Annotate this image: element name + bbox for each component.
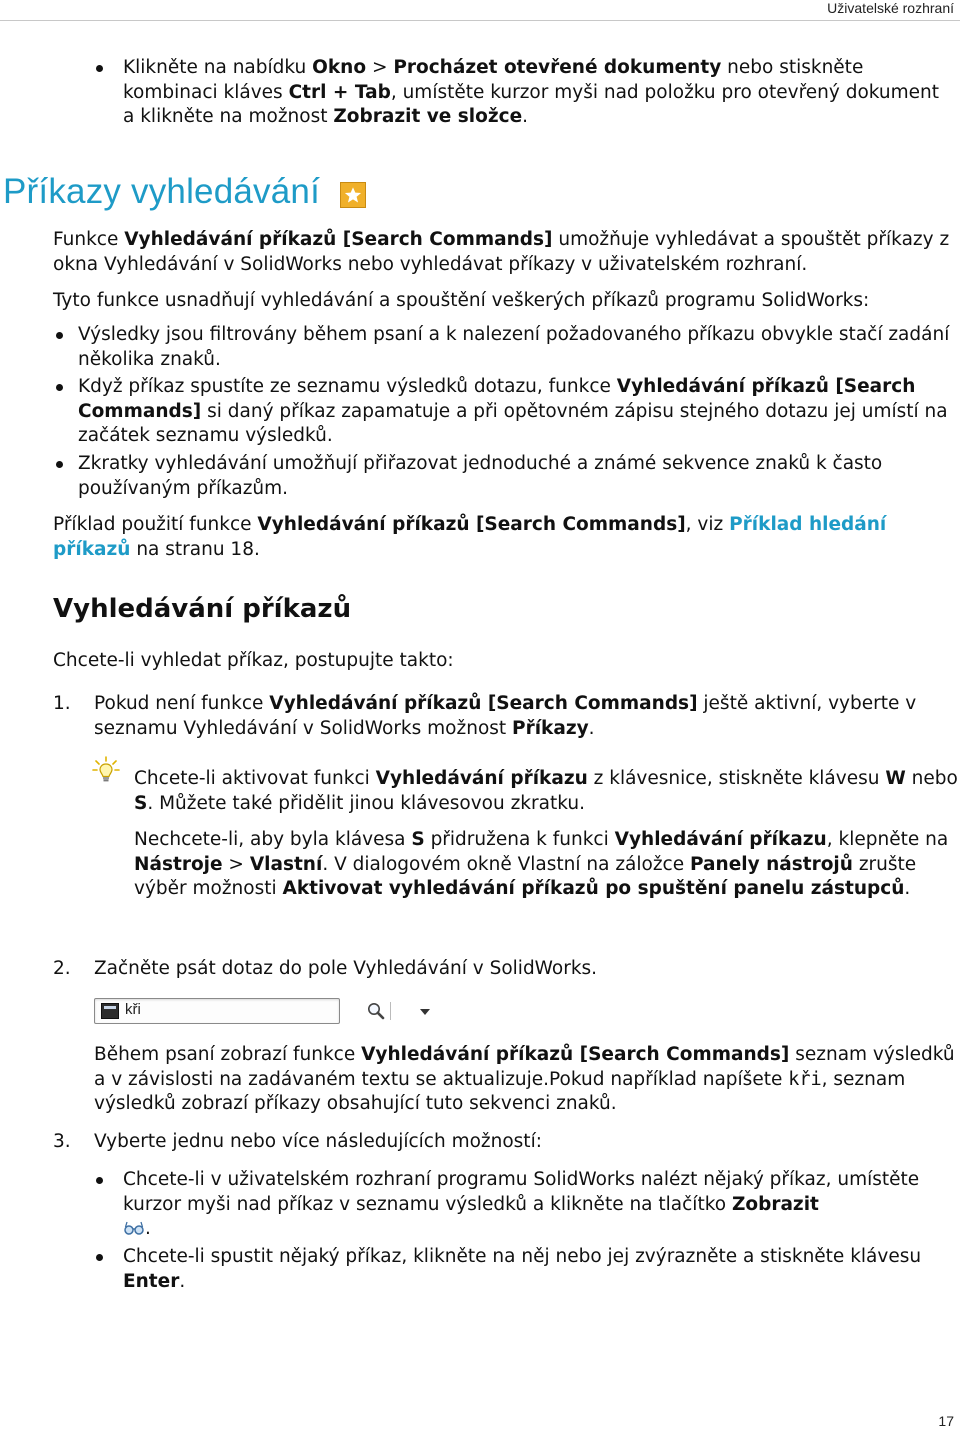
search-divider xyxy=(390,1002,391,1020)
feature-bullet-1: Výsledky jsou filtrovány během psaní a k nalezení požadovaného příkazu obvykle stačí zadání několika znaků. xyxy=(78,324,950,370)
example-paragraph: Příklad použití funkce Vyhledávání příkazů [Search Commands], viz Příklad hledání příkazů na stranu 18. xyxy=(53,514,887,560)
header-rule xyxy=(0,20,960,21)
step-number: 3. xyxy=(53,1131,71,1152)
tip-text-1: Chcete-li aktivovat funkci Vyhledávání příkazu z klávesnice, stiskněte klávesu W nebo S. Můžete také přidělit jinou klávesovou zkratku. xyxy=(134,768,958,814)
option-bullet-1: Chcete-li v uživatelském rozhraní programu SolidWorks nalézt nějaký příkaz, umístěte kurzor myši nad příkaz v seznamu výsledků a klikněte na tlačítko Zobrazit . xyxy=(123,1168,960,1245)
subsection-title: Vyhledávání příkazů xyxy=(53,594,352,624)
search-icon[interactable] xyxy=(366,1002,386,1024)
step-1-text: Pokud není funkce Vyhledávání příkazů [Search Commands] ještě aktivní, vyberte v seznamu Vyhledávání v SolidWorks možnost Příkazy. xyxy=(94,693,917,739)
section-title: Příkazy vyhledávání xyxy=(3,172,321,211)
lightbulb-icon xyxy=(92,756,124,788)
search-box[interactable] xyxy=(94,998,340,1024)
bullet-dot xyxy=(96,1254,103,1261)
step-number: 2. xyxy=(53,958,71,979)
feature-bullet-3: Zkratky vyhledávání umožňují přiřazovat jednoduché a známé sekvence znaků k často používaným příkazům. xyxy=(78,453,883,499)
top-bullet-text: Klikněte na nabídku Okno > Procházet otevřené dokumenty nebo stiskněte kombinaci kláves Ctrl + Tab, umístěte kurzor myši nad položku pro otevřený dokument a klikněte na možnost Zobrazit ve složce. xyxy=(123,57,940,127)
subsection-lead: Chcete-li vyhledat příkaz, postupujte takto: xyxy=(53,650,454,671)
page-number: 17 xyxy=(938,1413,954,1429)
bullet-dot xyxy=(96,1177,103,1184)
bullet-dot xyxy=(56,332,63,339)
step-2-text: Začněte psát dotaz do pole Vyhledávání v SolidWorks. xyxy=(94,958,598,979)
step-number: 1. xyxy=(53,693,71,714)
bullet-dot xyxy=(96,65,103,72)
star-icon xyxy=(340,182,366,208)
tip-text-2: Nechcete-li, aby byla klávesa S přidružena k funkci Vyhledávání příkazu, klepněte na Nástroje > Vlastní. V dialogovém okně Vlastní na záložce Panely nástrojů zrušte výběr možnosti Aktivovat vyhledávání příkazů po spuštění panelu zástupců. xyxy=(134,829,949,899)
feature-bullet-2: Když příkaz spustíte ze seznamu výsledků dotazu, funkce Vyhledávání příkazů [Search Commands] si daný příkaz zapamatuje a při opětovném zápisu stejného dotazu jej umístí na začátek seznamu výsledků. xyxy=(78,376,948,446)
bullet-dot xyxy=(56,461,63,468)
section-intro: Funkce Vyhledávání příkazů [Search Commands] umožňuje vyhledávat a spouštět příkazy z okna Vyhledávání v SolidWorks nebo vyhledávat příkazy v uživatelském rozhraní. xyxy=(53,229,950,275)
running-header: Uživatelské rozhraní xyxy=(827,0,954,16)
glasses-icon[interactable] xyxy=(123,1219,145,1245)
search-input[interactable]: kři xyxy=(125,1001,141,1018)
step-2-detail: Během psaní zobrazí funkce Vyhledávání příkazů [Search Commands] seznam výsledků a v závislosti na zadávaném textu se aktualizuje.Pokud například napíšete kři, seznam výsledků zobrazí příkazy obsahující tuto sekvenci znaků. xyxy=(94,1044,955,1114)
command-icon xyxy=(101,1003,119,1019)
section-lead: Tyto funkce usnadňují vyhledávání a spouštění veškerých příkazů programu SolidWorks: xyxy=(53,290,870,311)
example-link[interactable]: Příklad hledání příkazů xyxy=(53,514,887,560)
option-bullet-2: Chcete-li spustit nějaký příkaz, klikněte na něj nebo jej zvýrazněte a stiskněte klávesu Enter. xyxy=(123,1246,922,1292)
bullet-dot xyxy=(56,384,63,391)
step-3-text: Vyberte jednu nebo více následujících možností: xyxy=(94,1131,542,1152)
chevron-down-icon[interactable] xyxy=(420,1009,430,1015)
